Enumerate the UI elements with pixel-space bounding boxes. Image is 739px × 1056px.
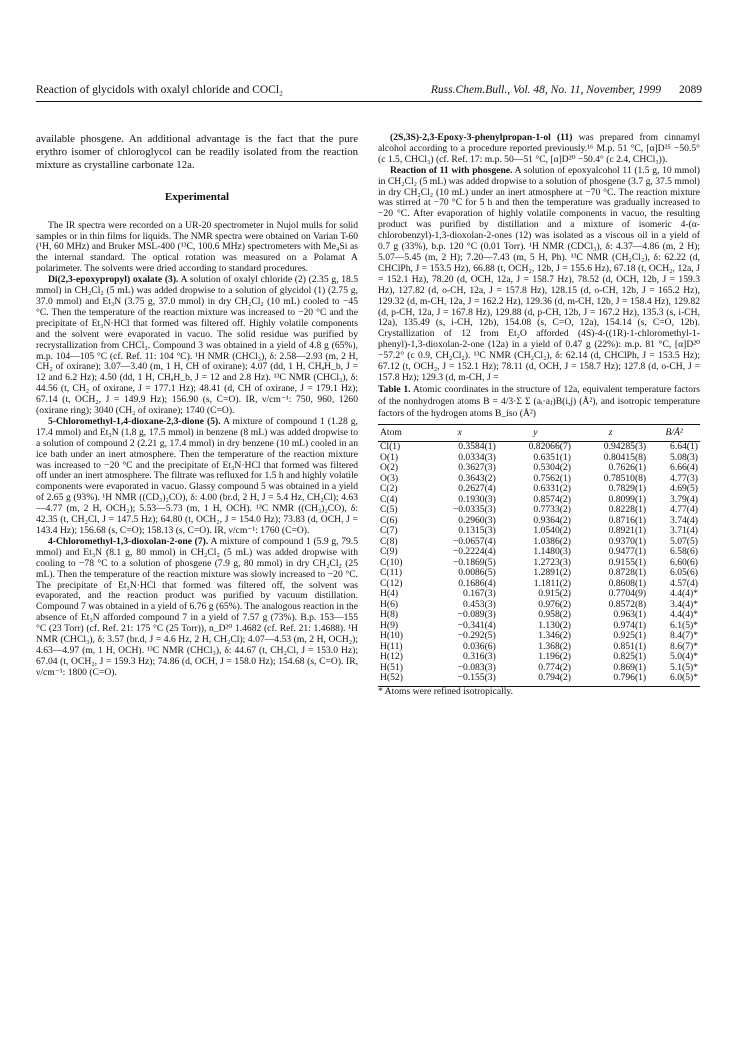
compound-11-text: was prepared from cinnamyl alcohol according to a procedure reported previously.¹⁶ M.p. 51 °C, [α]D²⁵ −50.5° (c 1.5, CHCl₃) (cf. Ref. 17: m.p. 50—51 °C, [α]D²⁰ −50.4° (c 2.4, CHCl₃)). [378, 132, 700, 165]
table-cell: 0.825(1) [613, 651, 647, 663]
compound-7-paragraph [36, 537, 358, 679]
journal-citation: Russ.Chem.Bull., Vol. 48, No. 11, November, 1999 [430, 84, 661, 96]
table-cell: 0.9155(1) [608, 556, 647, 568]
table-cell: 0.976(2) [538, 598, 571, 610]
table-cell: 4.4(4)* [670, 609, 698, 621]
table-cell: 0.1315(3) [458, 525, 496, 537]
table-cell: H(51) [380, 661, 403, 673]
table-cell: 0.9477(1) [608, 546, 647, 558]
table-cell: 0.94285(3) [603, 441, 647, 453]
table-cell: 0.7704(9) [608, 588, 647, 600]
table-cell: H(11) [380, 640, 403, 652]
table-cell: C(4) [380, 493, 398, 505]
table-cell: C(9) [380, 546, 398, 558]
table-cell: 0.8608(1) [608, 577, 647, 589]
table-cell: 0.167(3) [463, 588, 496, 600]
table-cell: 3.4(4)* [670, 598, 698, 610]
table-cell: 1.2723(3) [533, 556, 571, 568]
running-header [36, 84, 702, 100]
table-cell: 1.0386(2) [533, 535, 571, 547]
table-cell: 6.64(1) [670, 441, 698, 453]
table-cell: 3.71(4) [670, 525, 698, 537]
table-cell: 0.7733(2) [533, 504, 571, 516]
compound-3-text: A solution of oxalyl chloride (2) (2.35 g, 18.5 mmol) in CH₂Cl₂ (5 mL) was added dropwise to a solution of glycidol (1) (2.75 g, 37.0 mmol) and Et₃N (3.75 g, 37.0 mmol) in dry CH₂Cl₂ (10 mL) cooled to −45 °C. Then the temperature of the reaction mixture was increased to −20 °C and the precipitate of Et₃N·HCl that formed was filtered off. Highly volatile components and the solvent were evaporated in vacuo. The solid residue was purified by recrystallization from CHCl₃. Compound 3 was obtained in a yield of 4.8 g (65%), m.p. 104—105 °C (cf. Ref. 11: 104 °C). ¹H NMR (CHCl₃), δ: 2.58—2.93 (m, 2 H, CH₂ of oxirane); 3.07—3.40 (m, 1 H, CH of oxirane); 4.07 (dd, 1 H, CHₐH_b, J = 12 and 6.2 Hz); 4.50 (dd, 1 H, CHₐH_b, J = 12 and 2.8 Hz). ¹³C NMR (CHCl₃), δ: 44.56 (t, CH₂ of oxirane, J = 177.1 Hz); 48.41 (d, CH of oxirane, J = 179.1 Hz); 67.14 (t, OCH₂, J = 149.9 Hz); 156.90 (s, C=O). IR, ν/cm⁻¹: 750, 960, 1260 (oxirane ring); 3040 (CH₂ of oxirane); 1740 (C=O). [36, 274, 359, 417]
table-cell: C(8) [380, 535, 398, 547]
table-cell: 1.346(2) [538, 630, 571, 642]
table-cell: 3.74(4) [670, 514, 698, 526]
header-rule [36, 101, 702, 102]
table-cell: 4.4(4)* [670, 588, 698, 600]
table-cell: −0.292(5) [457, 630, 496, 642]
header-title: Reaction of glycidols with oxalyl chloride and COCl₂ [36, 84, 284, 96]
table-cell: 0.8099(1) [608, 493, 647, 505]
table-cell: 0.3584(1) [458, 441, 496, 453]
header-journal [431, 84, 702, 96]
table-cell: 0.8728(1) [608, 567, 647, 579]
page-number: 2089 [679, 84, 702, 96]
right-column [378, 133, 700, 698]
table-cell: 0.8228(1) [608, 504, 647, 516]
table-cell: 0.958(2) [538, 609, 571, 621]
table-cell: 1.2891(2) [533, 567, 571, 579]
table-cell: C(5) [380, 504, 398, 516]
table-cell: 0.2627(4) [458, 483, 496, 495]
table-cell: 0.316(3) [463, 651, 496, 663]
table-cell: 1.368(2) [538, 640, 571, 652]
general-methods-paragraph: The IR spectra were recorded on a UR-20 spectrometer in Nujol mulls for solid samples or in thin films for liquids. The NMR spectra were obtained on Varian T-60 (¹H, 60 MHz) and Bruker MSL-400 (¹³C, 100.6 MHz) spectrometers with Me₄Si as the internal standard. The optical rotation was measured on a Polamat A polarimeter. The solvents were dried according to standard procedures. [36, 219, 358, 275]
table-cell: 0.8574(2) [533, 493, 571, 505]
table-cell: 3.79(4) [670, 493, 698, 505]
phosgene-reaction-paragraph [378, 166, 700, 384]
section-heading-experimental: Experimental [164, 190, 230, 203]
table-caption [378, 384, 700, 420]
table-cell: 0.869(1) [613, 661, 647, 673]
table-cell: H(8) [380, 609, 399, 621]
table-cell: H(4) [380, 588, 399, 600]
table-cell: H(12) [380, 651, 403, 663]
table-cell: −0.089(3) [457, 609, 496, 621]
col-header-b: B/Å² [648, 424, 700, 442]
table-cell: 1.0540(2) [533, 525, 571, 537]
compound-11-title: (2S,3S)-2,3-Epoxy-3-phenylpropan-1-ol (11) [390, 132, 573, 143]
table-cell: 0.036(6) [463, 640, 496, 652]
table-cell: 0.9370(1) [608, 535, 647, 547]
table-cell: 0.9364(2) [533, 514, 571, 526]
table-cell: 0.3643(2) [458, 472, 496, 484]
table-cell: 6.0(5)* [648, 673, 700, 686]
table-cell: 0.5304(2) [533, 462, 571, 474]
table-header-row [378, 424, 700, 442]
table-cell: 1.130(2) [538, 619, 571, 631]
table-cell: 0.7562(1) [533, 472, 571, 484]
col-header-atom: Atom [378, 424, 422, 442]
table-cell: 0.774(2) [538, 661, 571, 673]
table-cell: 0.7829(1) [608, 483, 647, 495]
table-cell: H(10) [380, 630, 403, 642]
table-cell: −0.155(3) [422, 673, 498, 686]
compound-7-text: A mixture of compound 1 (5.9 g, 79.5 mmol) and Et₃N (8.1 g, 80 mmol) in CH₂Cl₂ (5 mL) was added dropwise with cooling to −78 °C to a solution of phosgene (7.9 g, 80 mmol) in dry CH₂Cl₂ (25 mL). Then the temperature of the reaction mixture was slowly increased to −20 °C. The precipitate of Et₃N·HCl that formed was filtered off, the solvent was evaporated, and the reaction product was purified by vacuum distillation. Compound 7 was obtained in a yield of 6.76 g (65%). The analogous reaction in the absence of Et₃N afforded compound 7 in a yield of 7.57 g (73%). B.p. 153—155 °C (23 Torr) (cf. Ref. 21: 175 °C (25 Torr)), n_D²⁰ 1.4682 (cf. Ref. 21: 1.4688). ¹H NMR (CHCl₃), δ: 3.57 (br.d, J = 4.6 Hz, 2 H, CH₂Cl); 4.07—4.53 (m, 2 H, OCH₂); 4.63—4.97 (m, 1 H, OCH). ¹³C NMR (CHCl₃), δ: 44.67 (t, CH₂Cl, J = 153.0 Hz); 67.04 (t, OCH₂, J = 159.3 Hz); 74.86 (d, OCH, J = 158.0 Hz); 154.68 (s, C=O). IR, ν/cm⁻¹: 1800 (C=O). [36, 535, 359, 678]
col-header-x: x [422, 424, 498, 442]
table-cell: 0.915(2) [538, 588, 571, 600]
table-cell: 0.453(3) [463, 598, 496, 610]
table-cell: H(52) [378, 673, 422, 686]
table-cell: 0.78510(8) [603, 472, 647, 484]
table-cell: C(7) [380, 525, 398, 537]
table-cell: 0.851(1) [613, 640, 647, 652]
table-number: Table 1. [378, 383, 411, 395]
table-cell: 0.794(2) [498, 673, 573, 686]
table-cell: 6.1(5)* [670, 619, 698, 631]
table-cell: H(6) [380, 598, 399, 610]
table-cell: 1.1811(2) [533, 577, 571, 589]
table-cell: 8.4(7)* [670, 630, 698, 642]
table-cell: 1.196(2) [538, 651, 571, 663]
table-cell: C(2) [380, 483, 398, 495]
table-cell: H(9) [380, 619, 399, 631]
table-cell: 6.66(4) [670, 462, 698, 474]
table-cell: 6.60(6) [670, 556, 698, 568]
compound-11-paragraph [378, 133, 700, 166]
table-cell: 0.8921(1) [608, 525, 647, 537]
table-cell: 6.58(6) [670, 546, 698, 558]
phosgene-reaction-text: A solution of epoxyalcohol 11 (1.5 g, 10 mmol) in CH₂Cl₂ (5 mL) was added dropwise to a solution of phosgene (3.7 g, 37.5 mmol) in dry CH₂Cl₂ (10 mL) under an inert atmosphere at −70 °C. The reaction mixture was stirred at −70 °C for 5 h and then the temperature was gradually increased to −20 °C. After evaporation of highly volatile components in vacuo, the resulting product was purified by distillation and a mixture of isomeric 4-(α-chlorobenzyl)-1,3-dioxolan-2-ones (12) was isolated as a viscous oil in a yield of 0.7 g (33%), b.p. 120 °C (0.01 Torr). ¹H NMR (CDCl₃), δ: 4.37—4.86 (m, 2 H); 5.07—5.45 (m, 2 H); 7.20—7.43 (m, 5 H, Ph). ¹³C NMR (CH₂Cl₂), δ: 62.22 (d, CHClPh, J = 153.5 Hz), 66.88 (t, OCH₂, 12b, J = 155.6 Hz), 67.18 (t, OCH₂, 12a, J = 152.1 Hz), 78.20 (d, OCH, 12a, J = 158.7 Hz), 78.52 (d, OCH, 12b, J = 159.3 Hz), 127.82 (d, o-CH, 12a, J = 157.8 Hz), 128.15 (d, o-CH, 12b, J = 165.2 Hz), 129.32 (d, m-CH, 12a, J = 162.2 Hz), 129.36 (d, m-CH, 12b, J = 158.4 Hz), 129.82 (d, p-CH, 12a, J = 167.8 Hz), 129.88 (d, p-CH, 12b, J = 167.2 Hz), 135.3 (s, i-CH, 12a), 135.49 (s, i-CH, 12b), 154.08 (s, C=O, 12a), 154.14 (s, C=O, 12b). Crystallization of 12 from Et₂O afforded (4S)-4-((1R)-1-chloromethyl-1-phenyl)-1,3-dioxolan-2-one (12a) in a yield of 0.47 g (22%): m.p. 81 °C, [α]D²⁰ −57.2° (c 0.9, CH₂Cl₂). ¹³C NMR (CH₂Cl₂), δ: 62.14 (d, CHClPh, J = 153.5 Hz); 67.12 (t, OCH₂, J = 152.1 Hz); 78.11 (d, OCH, J = 158.7 Hz); 127.8 (d, o-CH, J = 157.8 Hz); 129.3 (d, m-CH, J = [378, 164, 701, 383]
table-cell: 0.2960(3) [458, 514, 496, 526]
compound-5-paragraph [36, 417, 358, 537]
table-body [378, 442, 700, 687]
table-cell: 0.0334(3) [458, 451, 496, 463]
table-cell: C(6) [380, 514, 398, 526]
left-column [36, 133, 358, 679]
table-cell: 0.8572(8) [608, 598, 647, 610]
compound-5-text: A mixture of compound 1 (1.28 g, 17.4 mmol) and Et₃N (1.8 g, 17.5 mmol) in benzene (8 mL) was added dropwise to a solution of compound 2 (2.21 g, 17.4 mmol) in dry benzene (10 mL) cooled in an ice bath under an inert atmosphere. Then the temperature of the reaction mixture was increased to −20 °C and the precipitate of Et₃N·HCl that formed was filtered off under an inert atmosphere. The filtrate was refluxed for 1.5 h and highly volatile components were evaporated in vacuo. Glassy compound 5 was obtained in a yield of 2.65 g (93%). ¹H NMR ((CD₃)₂CO), δ: 4.00 (br.d, 2 H, J = 5.4 Hz, CH₂Cl); 4.63—4.77 (m, 2 H, OCH₂); 5.53—5.73 (m, 1 H, OCH). ¹³C NMR ((CH₃)₂CO), δ: 42.35 (t, CH₂Cl, J = 147.5 Hz); 64.80 (t, OCH₂, J = 154.0 Hz); 73.83 (d, OCH, J = 143.4 Hz); 156.68 (s, C=O); 158.13 (s, C=O). IR, ν/cm⁻¹: 1760 (C=O). [36, 415, 359, 536]
table-cell: 0.82066(7) [528, 441, 571, 453]
table-cell: O(3) [380, 472, 399, 484]
table-cell: 0.3627(3) [458, 462, 496, 474]
table-cell: 0.80415(8) [603, 451, 647, 463]
compound-7-title: 4-Chloromethyl-1,3-dioxolan-2-one (7). [48, 535, 209, 547]
table-cell: 4.77(3) [670, 472, 698, 484]
table-cell: 0.925(1) [613, 630, 647, 642]
col-header-y: y [498, 424, 573, 442]
table-cell: 0.0086(5) [458, 567, 496, 579]
table-cell: 5.1(5)* [670, 661, 698, 673]
table-row [378, 673, 700, 686]
col-header-z: z [573, 424, 648, 442]
table-cell: 5.0(4)* [670, 651, 698, 663]
compound-5-title: 5-Chloromethyl-1,4-dioxane-2,3-dione (5). [48, 415, 221, 427]
table-cell: C(12) [380, 577, 403, 589]
table-cell: 5.08(3) [670, 451, 698, 463]
table-footnote: * Atoms were refined isotropically. [378, 685, 513, 697]
compound-3-paragraph [36, 275, 358, 417]
table-cell: 5.07(5) [670, 535, 698, 547]
table-cell: 8.6(7)* [670, 640, 698, 652]
compound-3-title: Di(2,3-epoxypropyl) oxalate (3). [48, 274, 179, 286]
table-cell: O(2) [380, 462, 399, 474]
table-cell: 0.7626(1) [608, 462, 647, 474]
table-cell: −0.0657(4) [452, 535, 496, 547]
table-cell: 4.77(4) [670, 504, 698, 516]
table-cell: O(1) [380, 451, 399, 463]
table-cell: −0.2224(4) [452, 546, 496, 558]
table-cell: 0.1686(4) [458, 577, 496, 589]
intro-paragraph: available phosgene. An additional advantage is the fact that the pure erythro isomer of chloroglycol can be readily isolated from the reaction mixture as crystalline carbonate 12a. [36, 133, 358, 171]
phosgene-reaction-title: Reaction of 11 with phosgene. [390, 164, 513, 176]
table-cell: −0.1869(5) [452, 556, 496, 568]
table-cell: 0.974(1) [613, 619, 647, 631]
table-cell: 0.6331(2) [533, 483, 571, 495]
table-cell: 0.963(1) [613, 609, 647, 621]
table-cell: 4.69(5) [670, 483, 698, 495]
table-cell: C(10) [380, 556, 403, 568]
table-cell: 0.6351(1) [533, 451, 571, 463]
table-cell: 0.8716(1) [608, 514, 647, 526]
table-cell: Cl(1) [380, 441, 401, 453]
table-cell: −0.083(3) [457, 661, 496, 673]
table-cell: 4.57(4) [670, 577, 698, 589]
coordinates-table [378, 424, 700, 687]
table-caption-text: Atomic coordinates in the structure of 12a, equivalent temperature factors of the nonhydrogen atoms B = 4/3·Σ Σ (aᵢ·aⱼ)B(i,j) (Å²), and isotropic temperature factors of the hydrogen atoms B_iso (Å²) [378, 383, 700, 419]
table-cell: 1.1480(3) [533, 546, 571, 558]
table-cell: 0.796(1) [573, 673, 648, 686]
table-cell: −0.0335(3) [452, 504, 496, 516]
table-cell: 0.1930(3) [458, 493, 496, 505]
table-cell: 6.05(6) [670, 567, 698, 579]
table-cell: −0.341(4) [457, 619, 496, 631]
table-cell: C(11) [380, 567, 403, 579]
